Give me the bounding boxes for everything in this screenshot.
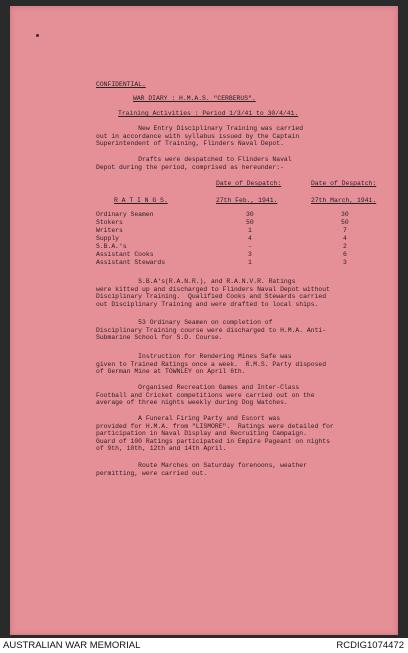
table-row [10,227,398,235]
rating-name: Assistant Cooks [96,251,154,258]
classification-heading: CONFIDENTIAL. [96,81,146,88]
rating-value-2: 4 [343,235,347,242]
funeral-paragraph: A Funeral Firing Party and Escort was provided for H.M.A. from "LISMORE". Ratings were detailed for participation in Naval Display and Recruiting Campaign. Guard of 100 Ratings participated in Empire Pageant on nights of 9th, 10th, 12th and 14th April. [96,415,334,453]
rating-name: Assistant Stewards [96,259,166,266]
table-row [10,219,398,227]
rating-value-1: 4 [248,235,252,242]
archive-footer [0,638,408,653]
rating-value-1: 30 [246,211,254,218]
rating-value-2: 30 [341,211,349,218]
rating-name: Writers [96,227,123,234]
table-row [10,251,398,259]
intro-paragraph: New Entry Disciplinary Training was carried out in accordance with syllabus issued by the Captain Superintendent of Training, Flinders Naval Depot. [96,125,304,148]
table-col-header-2: Date of Despatch: [311,180,377,187]
document-title: WAR DIARY : H.M.A.S. "CERBERUS". [133,95,256,102]
rating-name: Stokers [96,219,123,226]
document-body [10,6,398,635]
document-sheet [10,6,398,635]
rating-value-2: 50 [341,219,349,226]
rating-value-1: 1 [248,259,252,266]
rating-value-2: 7 [343,227,347,234]
mines-paragraph: Instruction for Rendering Mines Safe was given to Trained Ratings once a week. R.M.S. Party disposed of German Mine at TOWNLEY on April 6th. [96,353,327,376]
rating-name: S.B.A.'s [96,243,127,250]
table-date-2: 27th March, 1941. [311,197,377,204]
rating-name: Supply [96,235,120,242]
seamen-paragraph: 53 Ordinary Seamen on completion of Disciplinary Training course were discharged to H.M.A. Anti- Submarine School for S.D. Course. [96,319,327,342]
rating-value-1: 50 [246,219,254,226]
table-date-1: 27th Feb., 1941. [216,197,278,204]
sba-paragraph: S.B.A's(R.A.N.R.), and R.A.N.V.R. Ratings were kitted up and discharged to Flinders Naval Depot without Disciplinary Training. Qualified Cooks and Stewards carried out Disciplinary Training and were drafted to local ships. [96,278,330,308]
footer-institution: AUSTRALIAN WAR MEMORIAL [3,640,141,651]
rating-value-2: 2 [343,243,347,250]
table-row [10,259,398,267]
rating-name: Ordinary Seamen [96,211,154,218]
table-row [10,243,398,251]
table-row [10,235,398,243]
table-col-header-1: Date of Despatch: [216,180,282,187]
route-marches-paragraph: Route Marches on Saturday forenoons, weather permitting, were carried out. [96,462,307,477]
table-row [10,211,398,219]
rating-value-1: - [248,243,252,250]
drafts-intro-paragraph: Drafts were despatched to Flinders Naval Depot during the period, comprised as hereunder:- [96,156,292,171]
recreation-paragraph: Organised Recreation Games and Inter-Class Football and Cricket competitions were carried out on the average of three nights weekly during Dog Watches. [96,384,315,407]
footer-record-id: RCDIG1074472 [336,640,404,651]
rating-value-2: 3 [343,259,347,266]
rating-value-2: 6 [343,251,347,258]
ratings-header: R A T I N G S. [114,197,168,204]
document-subtitle: Training Activities : Period 1/3/41 to 30/4/41. [118,110,299,117]
rating-value-1: 1 [248,227,252,234]
rating-value-1: 3 [248,251,252,258]
